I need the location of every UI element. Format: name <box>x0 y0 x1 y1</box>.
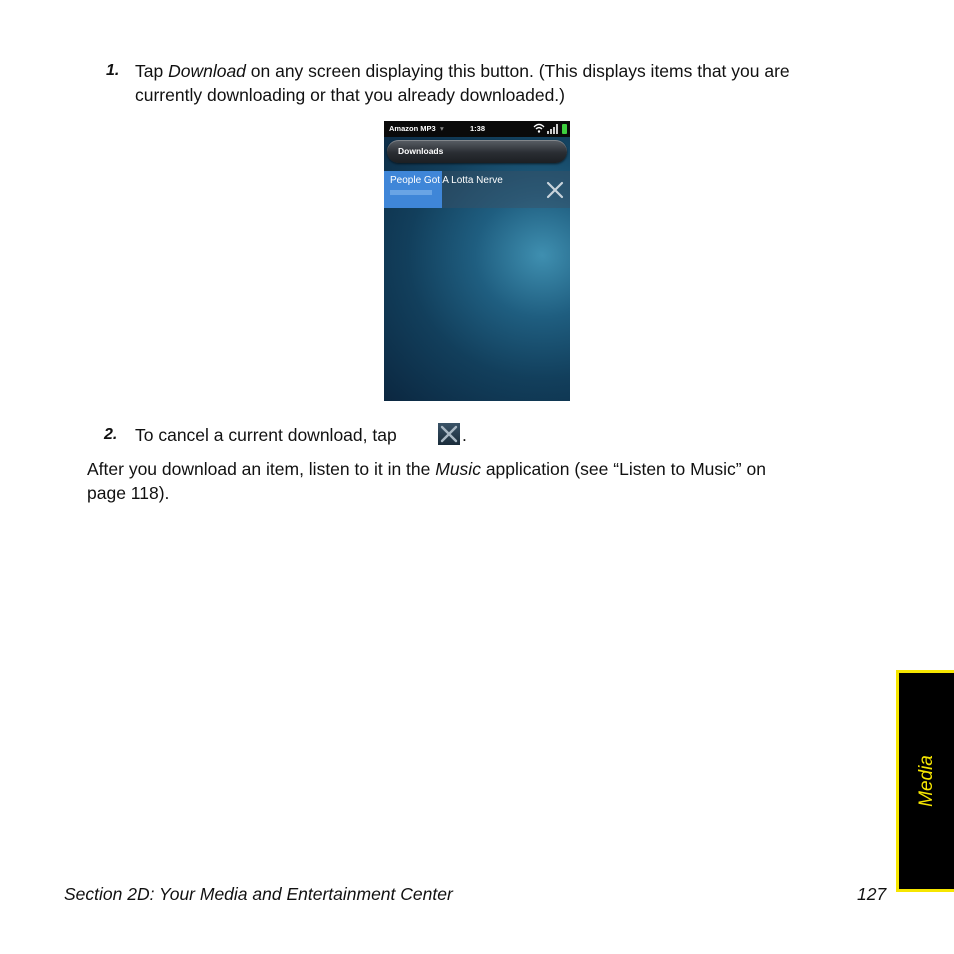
step-2-text <box>135 423 397 447</box>
download-item[interactable] <box>384 171 570 208</box>
page-number: 127 <box>857 884 887 904</box>
wifi-icon <box>533 123 545 133</box>
step-2-label: To cancel a current download, tap <box>135 425 397 445</box>
footer-section-title: Section 2D: Your Media and Entertainment Center <box>64 884 453 904</box>
side-tab-label: Media <box>915 755 937 807</box>
step-1-rest: on any screen displaying this button. (This displays items that you are <box>245 61 790 81</box>
after-download-paragraph <box>87 457 887 505</box>
step-1-line2: currently downloading or that you already downloaded.) <box>135 85 565 105</box>
download-item-subtitle <box>390 190 432 195</box>
section-side-tab <box>896 670 954 892</box>
signal-icon <box>547 124 559 134</box>
after-line2: page 118). <box>87 483 170 503</box>
download-item-title: People Got A Lotta Nerve <box>390 175 503 186</box>
app-menu-caret-icon: ▾ <box>440 124 444 133</box>
step-2-number: 2. <box>104 426 118 443</box>
after-pre: After you download an item, listen to it in the <box>87 459 436 479</box>
status-app-name: Amazon MP3 <box>389 124 436 133</box>
step-1-pre: Tap <box>135 61 169 81</box>
step-1-number: 1. <box>106 62 120 79</box>
step-1-text <box>135 59 895 107</box>
downloads-header[interactable] <box>387 140 567 163</box>
cancel-download-icon[interactable] <box>546 181 564 199</box>
phone-screenshot <box>384 121 570 401</box>
step-2-period: . <box>462 425 467 445</box>
status-bar <box>384 121 570 137</box>
cancel-icon <box>438 423 460 445</box>
downloads-header-label: Downloads <box>398 146 444 156</box>
battery-icon <box>562 124 567 134</box>
status-time: 1:38 <box>470 124 486 133</box>
download-app-name: Download <box>168 61 246 81</box>
music-app-name: Music <box>435 459 481 479</box>
after-rest: application (see “Listen to Music” on <box>480 459 766 479</box>
